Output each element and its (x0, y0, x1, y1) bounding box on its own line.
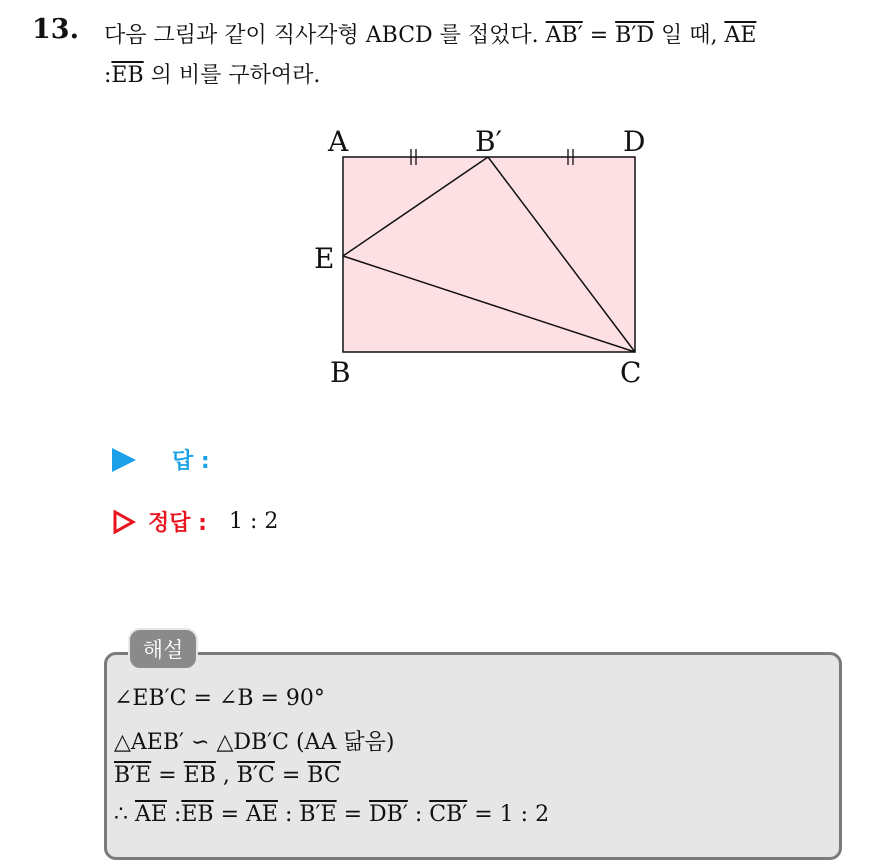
segment-eb: $\overline{EB}$ (111, 63, 144, 88)
ratio-colon: : (104, 63, 112, 88)
answer-label: 답 : (172, 449, 210, 474)
colon: : (166, 802, 182, 827)
question-text-line2 (104, 58, 320, 89)
colon: : (407, 802, 430, 827)
explanation-line1: ∠EB′C = ∠B = 90° (114, 686, 325, 711)
final-ratio: 1 : 2 (499, 802, 550, 827)
explanation-line4 (114, 802, 549, 827)
separator: , (215, 763, 237, 788)
folded-rectangle-figure (300, 120, 660, 400)
correct-answer-value: 1 : 2 (228, 509, 279, 534)
question-suffix: 의 비를 구하여라. (143, 63, 321, 88)
question-condition: 일 때, (653, 23, 718, 48)
therefore-symbol: ∴ (114, 802, 135, 827)
question-number: 13. (32, 14, 79, 45)
label-c: C (620, 356, 642, 389)
question-prefix: 다음 그림과 같이 직사각형 ABCD 를 접었다. (104, 23, 539, 48)
label-a: A (328, 125, 349, 158)
equals-sign: = (274, 763, 308, 788)
segment-ae: $\overline{AE}$ (135, 802, 167, 827)
question-text-line1 (104, 18, 756, 49)
correct-answer-label: 정답 : (148, 511, 207, 536)
segment-ae: $\overline{AE}$ (724, 23, 757, 48)
segment-b-prime-c: B′C (236, 763, 275, 788)
label-b-prime: B′ (475, 125, 502, 158)
segment-b-prime-e: B′E (114, 763, 152, 788)
segment-bc: $\overline{BC}$ (307, 763, 341, 788)
equals-sign: = (151, 763, 184, 788)
segment-b-prime-e: B′E (299, 802, 337, 827)
label-e: E (314, 242, 335, 275)
label-b: B (330, 356, 351, 389)
segment-db-prime: DB′ (369, 802, 408, 827)
explanation-line3 (114, 763, 341, 788)
segment-ab-prime: AB′ (545, 23, 583, 48)
segment-b-prime-d: B′D (615, 23, 654, 48)
label-d: D (623, 125, 646, 158)
explanation-line2: △AEB′ ∽ △DB′C (AA 닮음) (114, 730, 395, 755)
equals-sign: = (582, 23, 616, 48)
explanation-box (104, 652, 842, 860)
colon: : (277, 802, 300, 827)
explanation-tab: 해설 (128, 628, 198, 670)
play-triangle-icon (112, 448, 136, 472)
segment-eb: $\overline{EB}$ (181, 802, 214, 827)
correct-answer-row (112, 506, 278, 537)
segment-eb: $\overline{EB}$ (183, 763, 216, 788)
segment-cb-prime: CB′ (429, 802, 468, 827)
answer-row (112, 444, 210, 475)
equals-sign: = (336, 802, 370, 827)
segment-ae: $\overline{AE}$ (246, 802, 278, 827)
rectangle-abcd (343, 157, 635, 352)
equals-sign: = (467, 802, 500, 827)
outline-triangle-icon (112, 510, 136, 534)
equals-sign: = (213, 802, 247, 827)
